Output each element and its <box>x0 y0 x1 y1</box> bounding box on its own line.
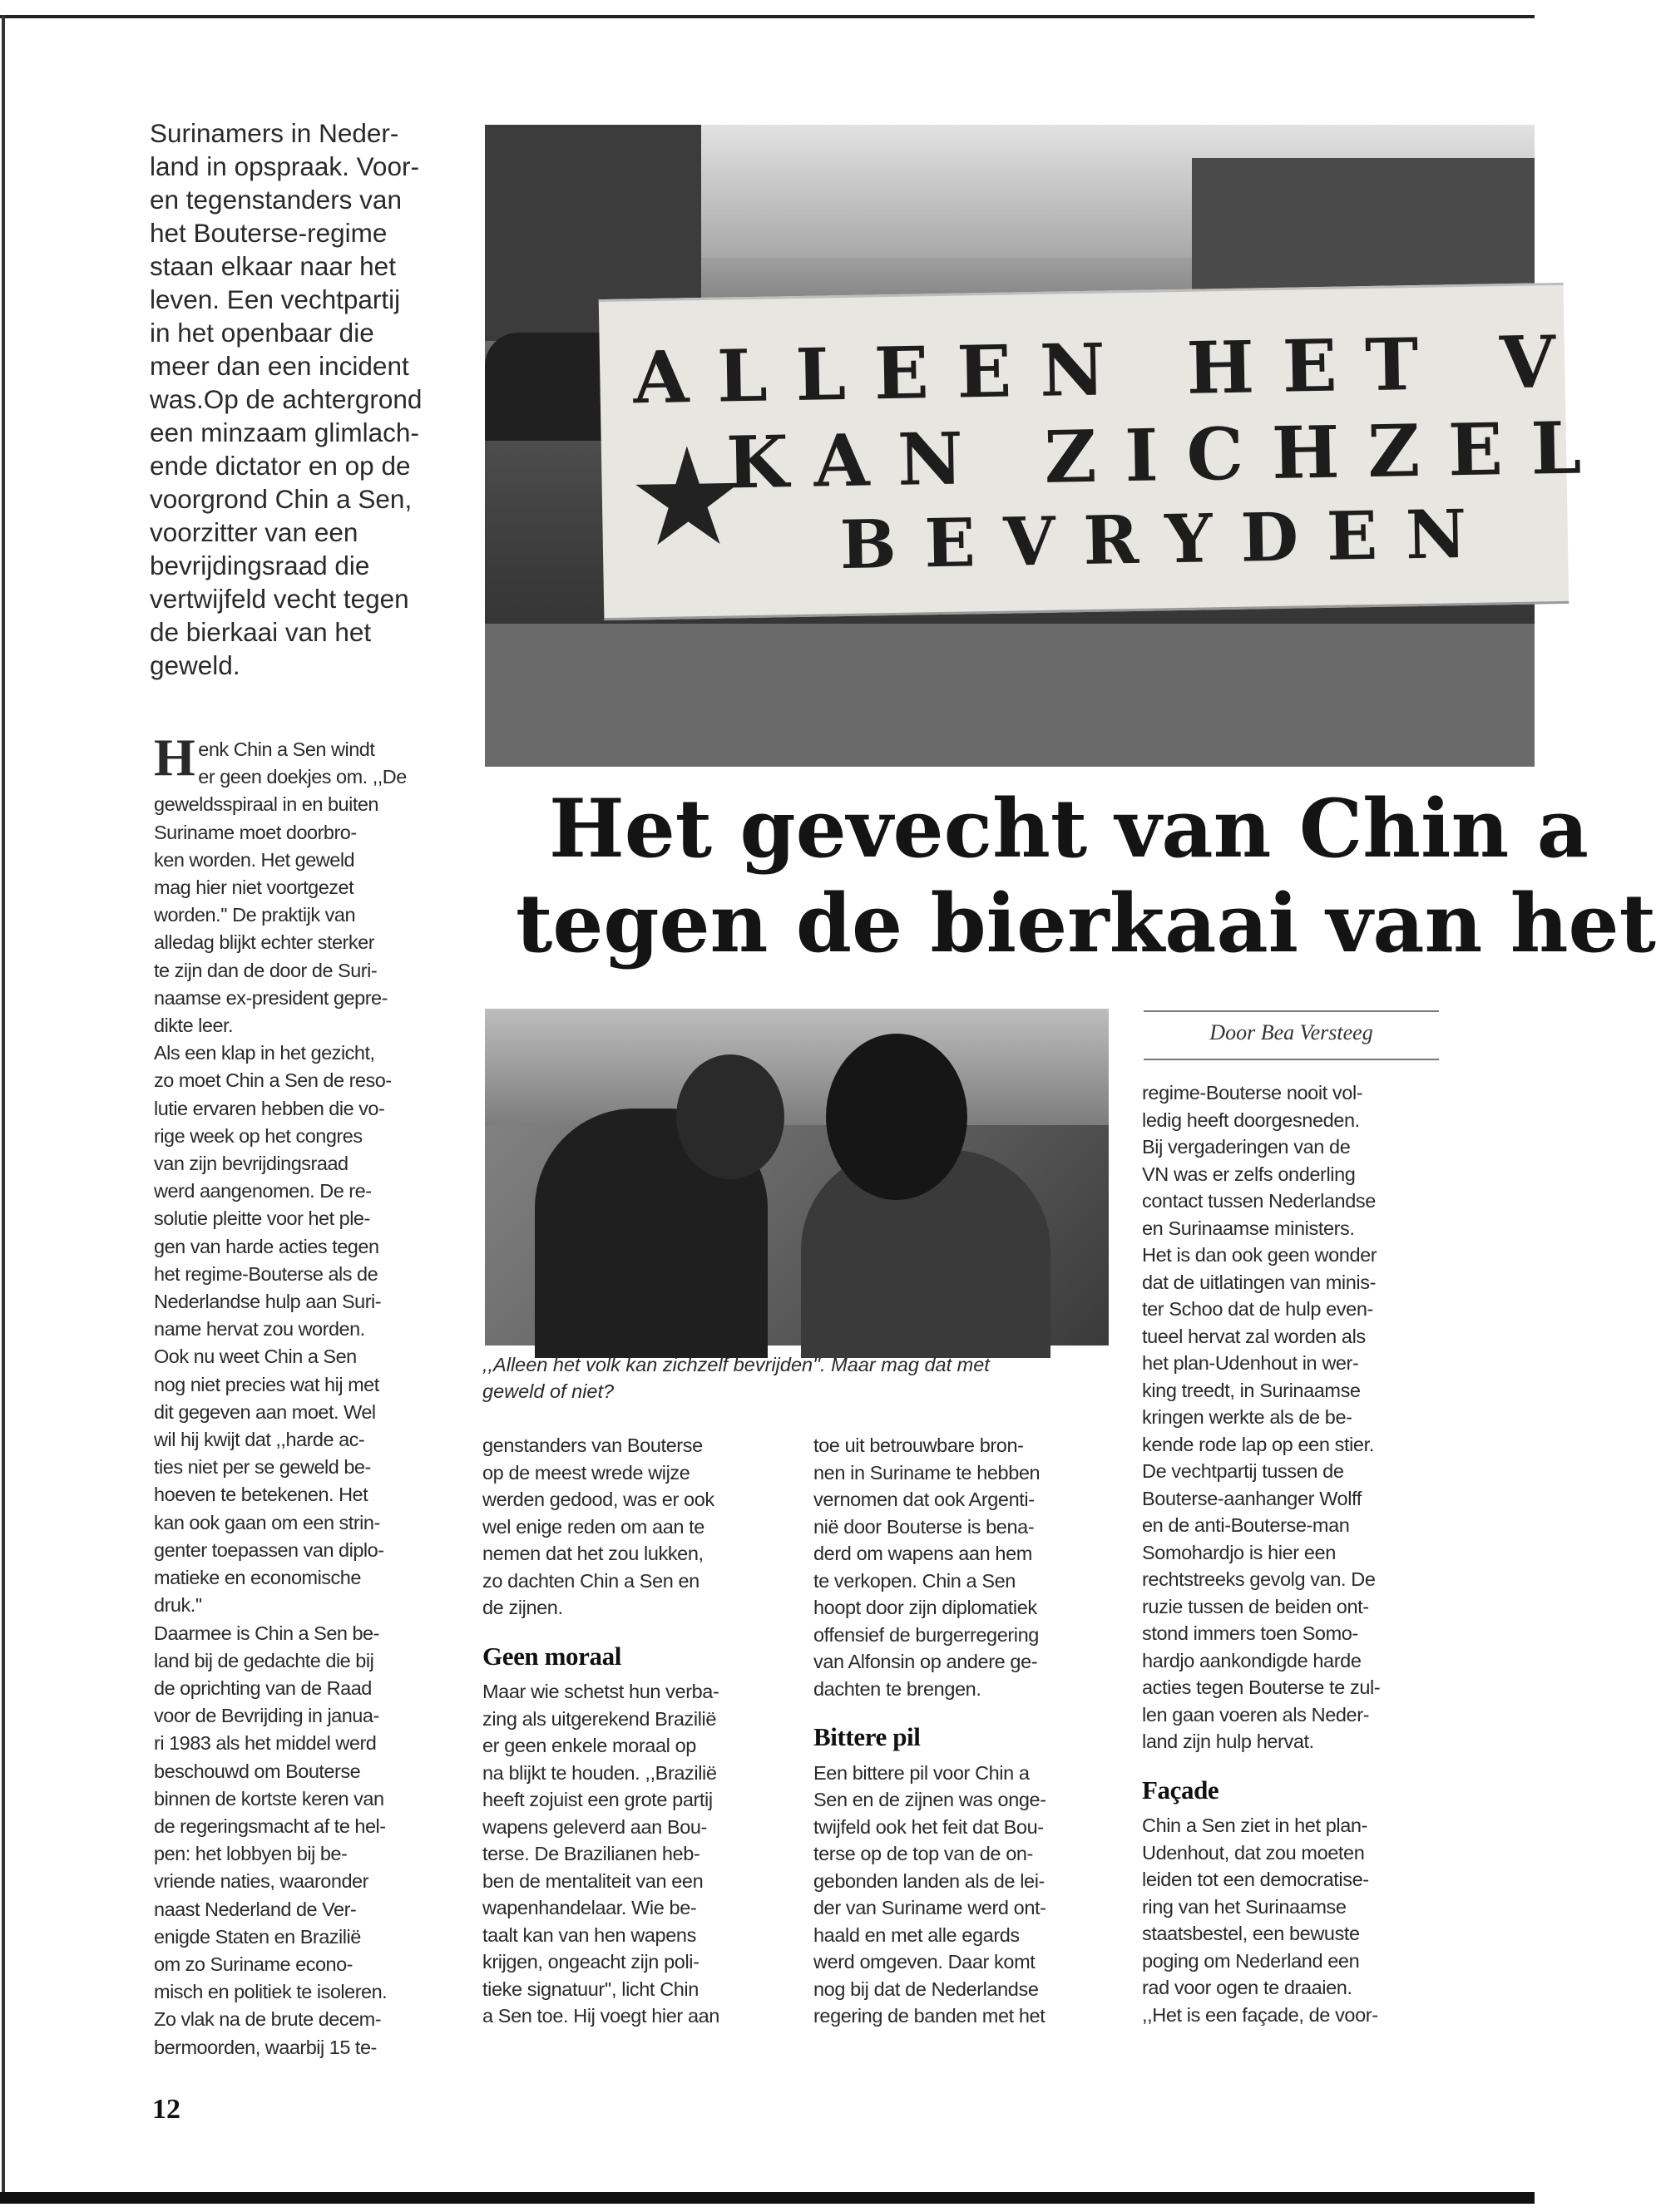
column-3-text-1: toe uit betrouwbare bron- nen in Suriname te hebben vernomen dat ook Argenti- nië door Bouterse is bena- derd om wapens aan hem te verkopen. Chin a Sen hoopt door zijn diplomatiek offensief de burgerregering van Alfonsin op andere ge- dachten te brengen. <box>813 1434 1041 1700</box>
column-4-text-1: regime-Bouterse nooit vol- ledig heeft doorgesneden. Bij vergaderingen van de VN was er zelfs onderling contact tussen Nederlandse en Surinaamse ministers. Het is dan ook geen wonder dat de uitlatingen van minis- ter Schoo dat de hulp even- tueel hervat zal worden als het plan-Udenhout in wer- king treedt, in Surinaamse kringen werkte als de be- kende rode lap op een stier. De vechtpartij tussen de Bouterse-aanhanger Wolff en de anti-Bouterse-man Somohardjo is hier een rechtstreeks gevolg van. De ruzie tussen de beiden ont- stond immers toen Somo- hardjo aankondigde harde acties tegen Bouterse te zul- len gaan voeren als Neder- land zijn hulp hervat. <box>1142 1082 1381 1752</box>
top-rule <box>0 15 1535 18</box>
column-2-text-1: genstanders van Bouterse op de meest wrede wijze werden gedood, was er ook wel enige reden om aan te nemen dat het zou lukken, zo dachten Chin a Sen en de zijnen. <box>482 1434 714 1618</box>
article-headline <box>516 782 1656 971</box>
drop-cap: H <box>154 728 195 787</box>
photo-caption: ,,Alleen het volk kan zichzelf bevrijden''. Maar mag dat met geweld of niet? <box>482 1354 990 1402</box>
subhead-bittere-pil: Bittere pil <box>813 1722 921 1751</box>
column-1-text: enk Chin a Sen windt er geen doekjes om. ,,De geweldsspiraal in en buiten Suriname moet doorbro- ken worden. Het geweld mag hier niet voortgezet worden.'' De praktijk van alledag blijkt echter sterker te zijn dan de door de Suri- naamse ex-president gepre- dikte leer. Als een klap in het gezicht, zo moet Chin a Sen de reso- lutie ervaren hebben die vo- rige week op het congres van zijn bevrijdingsraad werd aangenomen. De re- solutie pleitte voor het ple- gen van harde acties tegen het regime-Bouterse als de Nederlandse hulp aan Suri- name hervat zou worden. Ook nu weet Chin a Sen nog niet precies wat hij met dit gegeven aan moet. Wel wil hij kwijt dat ,,harde ac- ties niet per se geweld be- hoeven te betekenen. Het kan ook gaan om een strin- genter toepassen van diplo- matieke en economische druk.'' Daarmee is Chin a Sen be- land bij de gedachte die bij de oprichting van de Raad voor de Bevrijding in janua- ri 1983 als het middel werd beschouwd om Bouterse binnen de kortste keren van de regeringsmacht af te hel- pen: het lobbyen bij be- vriende naties, waaronder naast Nederland de Ver- enigde Staten en Brazilië om zo Suriname econo- misch en politiek te isoleren. Zo vlak na de brute decem- bermoorden, waarbij 15 te- <box>154 738 407 2058</box>
headline-line-1: Het gevecht van Chin a <box>549 782 1589 876</box>
page-number: 12 <box>152 2094 180 2125</box>
byline: Door Bea Versteeg <box>1209 1020 1373 1044</box>
photo-street <box>485 624 1535 767</box>
demonstration-photo <box>485 125 1610 767</box>
subhead-geen-moraal: Geen moraal <box>482 1641 621 1671</box>
column-4 <box>1142 1079 1441 2028</box>
portrait-background <box>485 1009 1109 1125</box>
left-rule <box>2 15 5 2194</box>
banner-line-3: BEVRYDEN <box>839 494 1495 585</box>
column-2-text-2: Maar wie schetst hun verba- zing als uitgerekend Brazilië er geen enkele moraal op na blijkt te houden. ,,Brazilië heeft zojuist een grote partij wapens geleverd aan Bou- terse. De Brazilianen heb- ben de mentaliteit van een wapenhandelaar. Wie be- taalt kan van hen wapens krijgen, ongeacht zijn poli- tieke signatuur'', licht Chin a Sen toe. Hij voegt hier aan <box>482 1681 719 2027</box>
column-3 <box>813 1432 1105 2030</box>
column-2 <box>482 1432 782 2030</box>
banner-line-2: KAN ZICHZEL <box>725 405 1610 506</box>
intro-paragraph <box>150 116 457 682</box>
headline-line-2: tegen de bierkaai van het <box>516 876 1656 970</box>
person-left-head <box>676 1054 784 1179</box>
column-1 <box>154 728 449 2061</box>
portrait-photo <box>485 1009 1109 1345</box>
protest-banner <box>599 283 1610 620</box>
byline-box <box>1144 1010 1439 1060</box>
intro-text: Surinamers in Neder- land in opspraak. Voor- en tegenstanders van het Bouterse-regime staan elkaar naar het leven. Een vechtpartij in het openbaar die meer dan een incident was.Op de achtergrond een minzaam glimlach- ende dictator en op de voorgrond Chin a Sen, voorzitter van een bevrijdingsraad die vertwijfeld vecht tegen de bierkaai van het geweld. <box>150 118 423 680</box>
banner-line-1: ALLEEN HET V <box>632 319 1584 421</box>
subhead-facade: Façade <box>1142 1775 1219 1805</box>
column-4-text-2: Chin a Sen ziet in het plan- Udenhout, dat zou moeten leiden tot een democratise- ring van het Surinaamse staatsbestel, een bewuste poging om Nederland een rad voor ogen te draaien. ,,Het is een façade, de voor- <box>1142 1815 1378 2026</box>
column-3-text-2: Een bittere pil voor Chin a Sen en de zijnen was onge- twijfeld ook het feit dat Bou- terse op de top van de on- gebonden landen als de lei- der van Suriname werd ont- haald en met alle egards werd omgeven. Daar komt nog bij dat de Nederlandse regering de banden met het <box>813 1761 1046 2027</box>
bottom-rule <box>0 2192 1535 2204</box>
person-right-head <box>826 1034 967 1200</box>
